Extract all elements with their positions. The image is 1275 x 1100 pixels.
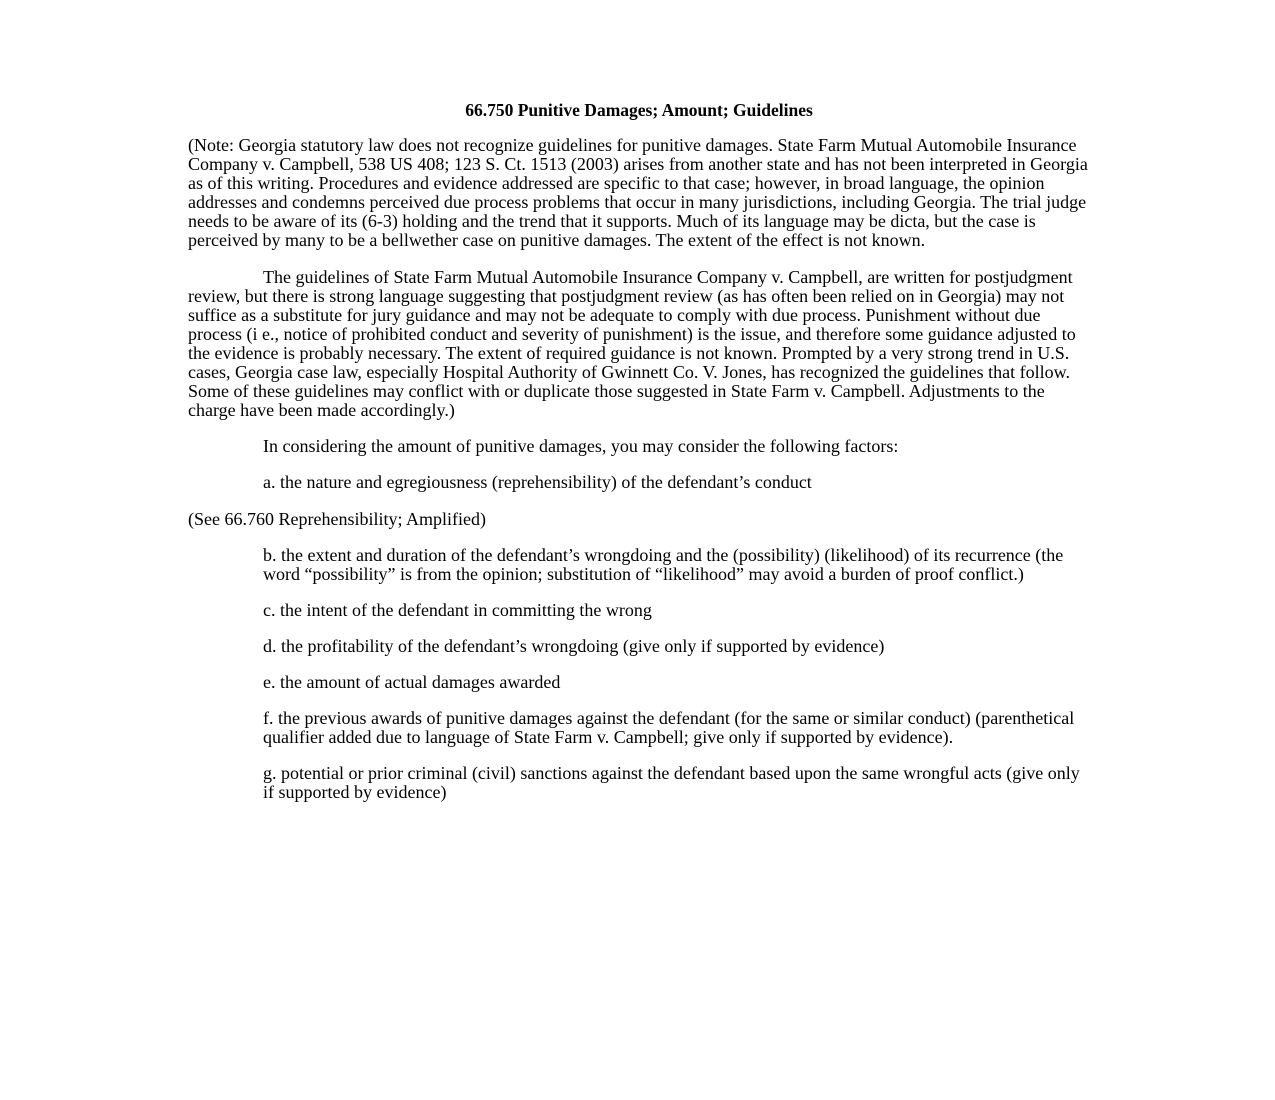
document-page bbox=[188, 100, 1090, 819]
factor-f: f. the previous awards of punitive damages against the defendant (for the same or similar conduct) (parenthetical qualifier added due to language of State Farm v. Campbell; give only if supported by evidence). bbox=[263, 708, 1075, 748]
factor-d: d. the profitability of the defendant’s wrongdoing (give only if supported by evidence) bbox=[263, 635, 885, 656]
guidelines-paragraph: The guidelines of State Farm Mutual Automobile Insurance Company v. Campbell, are written for postjudgment review, but there is strong language suggesting that postjudgment review (as has often been relied on in Georgia) may not suffice as a substitute for jury guidance and may not be adequate to comply with due process. Punishment without due process (i e., notice of prohibited conduct and severity of punishment) is the issue, and therefore some guidance adjusted to the evidence is probably necessary. The extent of required guidance is not known. Prompted by a very strong trend in U.S. cases, Georgia case law, especially Hospital Authority of Gwinnett Co. V. Jones, has recognized the guidelines that follow. Some of these guidelines may conflict with or duplicate those suggested in State Farm v. Campbell. Adjustments to the charge have been made accordingly.) bbox=[188, 266, 1076, 421]
document-title: 66.750 Punitive Damages; Amount; Guidelines bbox=[465, 100, 813, 120]
see-reference: (See 66.760 Reprehensibility; Amplified) bbox=[188, 508, 486, 529]
factor-b: b. the extent and duration of the defendant’s wrongdoing and the (possibility) (likelihood) of its recurrence (the word “possibility” is from the opinion; substitution of “likelihood” may avoid a burden of proof conflict.) bbox=[263, 544, 1064, 584]
factor-a: a. the nature and egregiousness (reprehensibility) of the defendant’s conduct bbox=[263, 472, 812, 493]
factor-c: c. the intent of the defendant in committing the wrong bbox=[263, 599, 652, 620]
factors-intro: In considering the amount of punitive damages, you may consider the following factors: bbox=[263, 436, 899, 457]
factor-e: e. the amount of actual damages awarded bbox=[263, 671, 561, 692]
factor-g: g. potential or prior criminal (civil) sanctions against the defendant based upon the same wrongful acts (give only if supported by evidence) bbox=[263, 763, 1080, 803]
note-paragraph: (Note: Georgia statutory law does not recognize guidelines for punitive damages. State Farm Mutual Automobile Insurance Company v. Campbell, 538 US 408; 123 S. Ct. 1513 (2003) arises from another state and has not been interpreted in Georgia as of this writing. Procedures and evidence addressed are specific to that case; however, in broad language, the opinion addresses and condemns perceived due process problems that occur in many jurisdictions, including Georgia. The trial judge needs to be aware of its (6-3) holding and the trend that it supports. Much of its language may be dicta, but the case is perceived by many to be a bellwether case on punitive damages. The extent of the effect is not known. bbox=[188, 135, 1088, 251]
